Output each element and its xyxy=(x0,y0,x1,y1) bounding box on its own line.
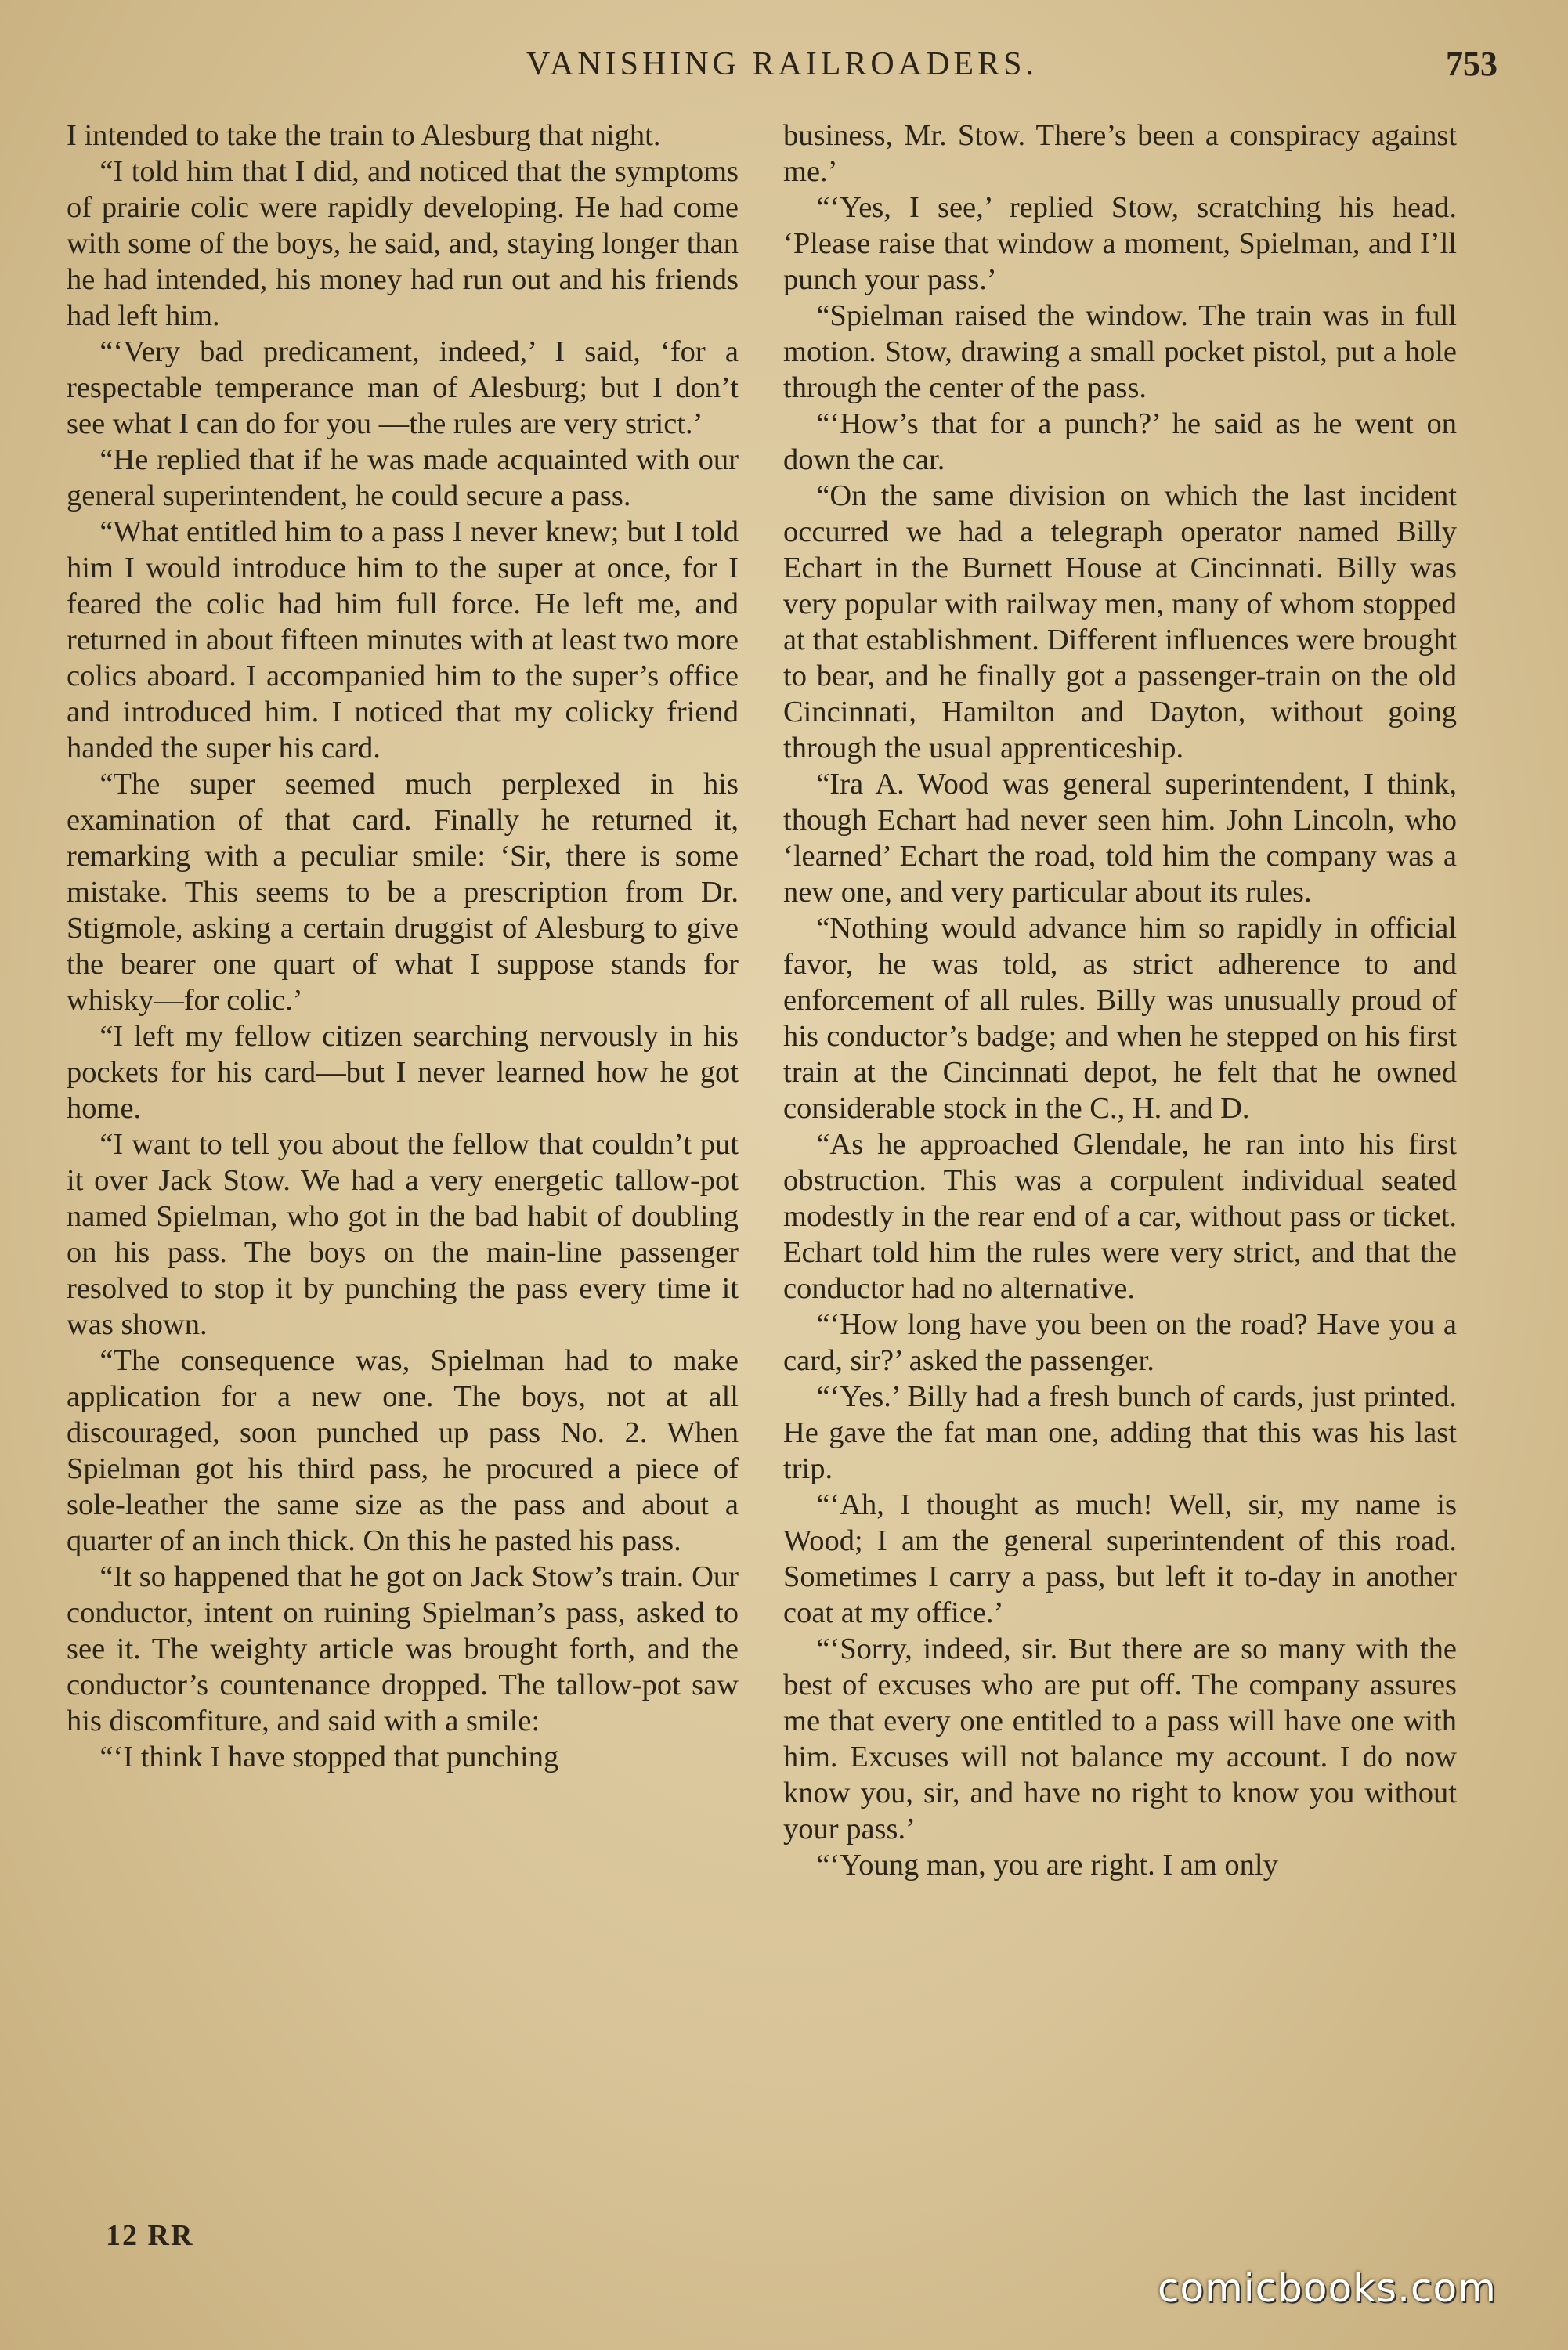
paragraph: “What entitled him to a pass I never knew; but I told him I would introduce him to the super at once, for I feared the colic had him full force. He left me, and returned in about fifteen minutes with at least two more colics aboard. I accompanied him to the super’s office and introduced him. I noticed that my colicky friend handed the super his card. xyxy=(67,515,739,765)
paragraph: “‘Very bad predicament, indeed,’ I said, ‘for a respectable temperance man of Alesburg; but I don’t see what I can do for you —the rules are very strict.’ xyxy=(67,335,739,440)
paragraph: “The consequence was, Spielman had to make application for a new one. The boys, not at all discouraged, soon punched up pass No. 2. When Spielman got his third pass, he procured a piece of sole-leather the same size as the pass and about a quarter of an inch thick. On this he pasted his pass. xyxy=(67,1344,739,1557)
page-number: 753 xyxy=(1446,45,1498,83)
paragraph: “‘How’s that for a punch?’ he said as he went on down the car. xyxy=(783,407,1457,476)
paragraph: “The super seemed much perplexed in his examination of that card. Finally he returned it, remarking with a peculiar smile: ‘Sir, there is some mistake. This seems to be a prescription from Dr. Stigmole, asking a certain druggist of Alesburg to give the bearer one quart of what I suppose stands for whisky—for colic.’ xyxy=(67,768,739,1017)
paragraph: business, Mr. Stow. There’s been a conspiracy against me.’ xyxy=(783,119,1457,188)
paragraph: “It so happened that he got on Jack Stow’s train. Our conductor, intent on ruining Spielman’s pass, asked to see it. The weighty article was brought forth, and the conductor’s countenance dropped. The tallow-pot saw his discomfiture, and said with a smile: xyxy=(67,1560,739,1737)
paragraph: “‘Young man, you are right. I am only xyxy=(816,1849,1278,1882)
paragraph: “I want to tell you about the fellow that couldn’t put it over Jack Stow. We had a very energetic tallow-pot named Spielman, who got in the bad habit of doubling on his pass. The boys on the main-line passenger resolved to stop it by punching the pass every time it was shown. xyxy=(67,1128,739,1341)
printer-signature: 12 RR xyxy=(106,2219,194,2252)
paragraph: “‘Ah, I thought as much! Well, sir, my name is Wood; I am the general superintendent of this road. Sometimes I carry a pass, but left it to-day in another coat at my office.’ xyxy=(783,1488,1457,1629)
paragraph: “Ira A. Wood was general superintendent, I think, though Echart had never seen him. John Lincoln, who ‘learned’ Echart the road, told him the company was a new one, and very particular about its rules. xyxy=(783,768,1457,909)
paragraph: “On the same division on which the last incident occurred we had a telegraph operator named Billy Echart in the Burnett House at Cincinnati. Billy was very popular with railway men, many of whom stopped at that establishment. Different influences were brought to bear, and he finally got a passenger-train on the old Cincinnati, Hamilton and Dayton, without going through the usual apprenticeship. xyxy=(783,479,1457,765)
paragraph: “‘How long have you been on the road? Have you a card, sir?’ asked the passenger. xyxy=(783,1308,1457,1377)
right-column xyxy=(783,118,1457,1883)
paragraph: “‘Yes.’ Billy had a fresh bunch of cards, just printed. He gave the fat man one, adding that this was his last trip. xyxy=(783,1380,1457,1485)
site-watermark: comicbooks.com xyxy=(1158,2265,1497,2311)
page-header xyxy=(67,41,1498,88)
paragraph: “Nothing would advance him so rapidly in official favor, he was told, as strict adherence to and enforcement of all rules. Billy was unusually proud of his conductor’s badge; and when he stepped on his first train at the Cincinnati depot, he felt that he owned considerable stock in the C., H. and D. xyxy=(783,912,1457,1125)
paragraph: I intended to take the train to Alesburg that night. xyxy=(67,119,661,152)
paragraph: “I told him that I did, and noticed that the symptoms of prairie colic were rapidly developing. He had come with some of the boys, he said, and, staying longer than he had intended, his money had run out and his friends had left him. xyxy=(67,155,739,332)
paragraph: “‘I think I have stopped that punching xyxy=(99,1741,559,1773)
paragraph: “As he approached Glendale, he ran into his first obstruction. This was a corpulent individual seated modestly in the rear end of a car, without pass or ticket. Echart told him the rules were very strict, and that the conductor had no alternative. xyxy=(783,1128,1457,1305)
paragraph: “‘Sorry, indeed, sir. But there are so many with the best of excuses who are put off. The company assures me that every one entitled to a pass will have one with him. Excuses will not balance my account. I do now know you, sir, and have no right to know you without your pass.’ xyxy=(783,1632,1457,1846)
running-title: VANISHING RAILROADERS. xyxy=(526,46,1038,82)
paragraph: “He replied that if he was made acquainted with our general superintendent, he could secure a pass. xyxy=(67,443,739,512)
paragraph: “Spielman raised the window. The train was in full motion. Stow, drawing a small pocket pistol, put a hole through the center of the pass. xyxy=(783,299,1457,404)
paragraph: “‘Yes, I see,’ replied Stow, scratching his head. ‘Please raise that window a moment, Spielman, and I’ll punch your pass.’ xyxy=(783,191,1457,296)
left-column xyxy=(67,118,739,1775)
paragraph: “I left my fellow citizen searching nervously in his pockets for his card—but I never learned how he got home. xyxy=(67,1020,739,1125)
